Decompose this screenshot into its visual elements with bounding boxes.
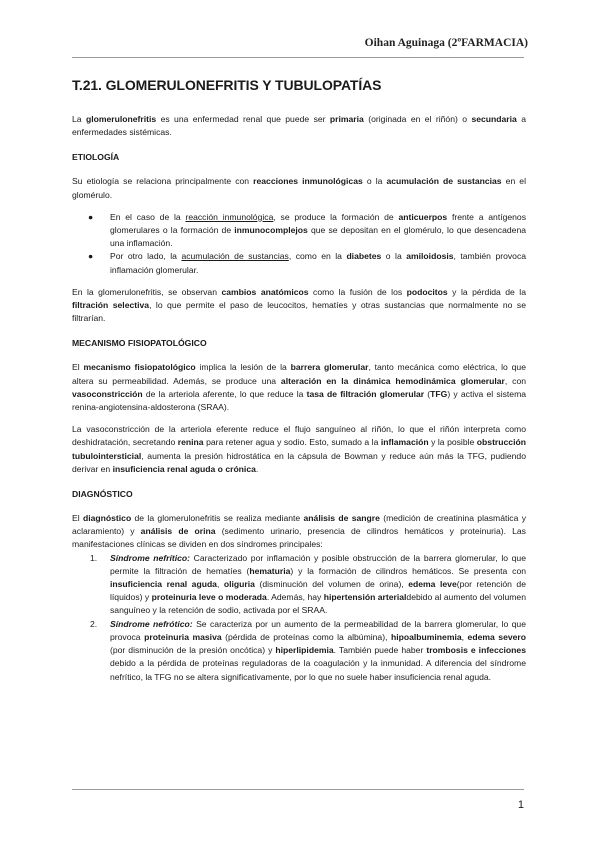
text-run: análisis de sangre <box>303 513 380 524</box>
intro-paragraph <box>72 113 526 139</box>
text-run: , lo que permite el paso de leucocitos, hematíes y otras sustancias que normalmente no se filtrarían. <box>72 300 526 324</box>
text-run: reacciones inmunológicas <box>253 176 363 187</box>
text-run: Por otro lado, la <box>110 251 182 262</box>
text-run: que se depositan en el glomérulo, lo que desencadena una inflamación. <box>110 225 527 249</box>
text-run: inflamación <box>380 437 429 448</box>
text-run: y la posible <box>428 437 477 448</box>
text-run: Caracterizado por inflamación y posible obstrucción de la barrera glomerular, lo que permite la filtración de hematíes ( <box>110 552 526 576</box>
bullet-icon: ● <box>88 211 94 222</box>
text-run: debido al aumento del volumen sanguíneo y la retención de sodio, activada por el SRAA. <box>110 592 526 616</box>
text-run: ) y la formación de cilindros hemáticos. Se presenta con <box>290 565 526 576</box>
text-run: debido a la pérdida de proteínas reguladoras de la coagulación y la inmunidad. A diferencia del síndrome nefrítico, la TFG no se altera significativamente, por lo que no suele haber insuficiencia renal aguda. <box>110 658 526 682</box>
text-run: alteración en la dinámica hemodinámica glomerular <box>280 375 505 386</box>
text-run: Se caracteriza por un aumento de la permeabilidad de la barrera glomerular, lo que provoca <box>110 618 526 642</box>
list-item-text <box>110 212 526 248</box>
header-rule <box>72 57 524 58</box>
text-run: mecanismo fisiopatológico <box>83 362 196 373</box>
text-run: hipertensión arterial <box>323 592 407 603</box>
list-number: 1. <box>90 552 98 563</box>
text-run: o la <box>381 251 407 262</box>
bullet-icon: ● <box>88 251 94 262</box>
text-run: , como en la <box>288 251 347 262</box>
page-number: 1 <box>517 799 524 811</box>
text-run: ) y activa el sistema renina-angiotensina-aldosterona (SRAA). <box>72 388 527 413</box>
list-item <box>90 618 526 684</box>
text-run: , también provoca inflamación glomerular. <box>110 251 527 275</box>
mecanismo-paragraph-2 <box>72 423 526 476</box>
text-run: . Además, hay <box>266 592 324 603</box>
text-run: frente a antígenos glomerulares o la formación de <box>110 211 527 236</box>
text-run: podocitos <box>406 286 448 297</box>
text-run: hiperlipidemia <box>275 645 334 656</box>
text-run: insuficiencia renal aguda o crónica <box>112 463 256 474</box>
text-run: El <box>72 513 83 524</box>
text-run: amiloidosis <box>406 251 454 262</box>
text-run: reacción inmunológica <box>185 211 274 222</box>
text-run: renina <box>177 437 204 448</box>
section-heading-mecanismo: MECANISMO FISIOPATOLÓGICO <box>72 338 207 349</box>
text-run: (por retención de líquidos) y <box>110 579 526 603</box>
text-run: es una enfermedad renal que puede ser <box>156 114 330 124</box>
text-run: edema severo <box>467 631 526 642</box>
text-run: , se produce la formación de <box>273 211 399 222</box>
text-run: trombosis e infecciones <box>426 645 526 656</box>
etiologia-bullet-list <box>72 211 526 277</box>
text-run: , <box>461 631 468 642</box>
list-item <box>88 211 527 251</box>
text-run: edema leve <box>408 579 457 590</box>
list-item-text <box>110 553 526 616</box>
text-run: oliguria <box>223 579 255 590</box>
text-run: (medición de creatinina plasmática y aclaramiento) y <box>72 513 526 537</box>
text-run: implica la lesión de la <box>195 362 291 373</box>
header-author: Oihan Aguinaga (2ºFARMACIA) <box>364 37 528 49</box>
text-run: En el caso de la <box>110 211 186 222</box>
text-run: en el glomérulo. <box>72 176 526 200</box>
text-run: acumulación de sustancias <box>181 251 289 262</box>
text-run: , <box>216 579 224 590</box>
text-run: TFG <box>430 388 448 399</box>
text-run: cambios anatómicos <box>221 286 309 297</box>
text-run: vasoconstricción <box>72 388 143 399</box>
text-run: , tanto mecánica como eléctrica, lo que altera su permeabilidad. Además, se produce una <box>72 362 526 386</box>
etiologia-paragraph-1 <box>72 175 526 201</box>
text-run: filtración selectiva <box>72 300 150 311</box>
text-run: . También puede haber <box>333 645 427 656</box>
text-run: primaria <box>329 114 364 124</box>
document-body <box>72 76 526 684</box>
text-run: y la pérdida de la <box>447 286 526 297</box>
text-run: , con <box>504 375 526 386</box>
text-run: La <box>72 114 86 124</box>
text-run: En la glomerulonefritis, se observan <box>72 286 222 297</box>
text-run: (sedimento urinario, presencia de cilindros hemáticos y proteinuria). Las manifestaciones clínicas se dividen en dos síndromes principales: <box>72 526 526 550</box>
text-run: (pérdida de proteínas como la albúmina), <box>221 631 391 642</box>
text-run: El <box>72 362 84 373</box>
text-run: de la arteriola aferente, lo que reduce la <box>142 388 307 399</box>
text-run: (originada en el riñón) o <box>363 114 472 124</box>
list-item-text <box>110 619 526 682</box>
list-item-text <box>110 251 526 274</box>
text-run: . <box>255 463 259 474</box>
text-run: , aumenta la presión hidrostática en la cápsula de Bowman y reduce aún más la TFG, pudiendo derivar en <box>72 450 526 474</box>
text-run: acumulación de sustancias <box>386 176 502 187</box>
list-item <box>88 250 527 276</box>
text-run: anticuerpos <box>398 211 448 222</box>
page-title: T.21. GLOMERULONEFRITIS Y TUBULOPATÍAS <box>72 77 382 93</box>
mecanismo-paragraph-1 <box>72 361 526 414</box>
text-run: Síndrome nefrítico: <box>110 552 191 563</box>
text-run: diagnóstico <box>82 513 132 524</box>
text-run: barrera glomerular <box>290 362 369 373</box>
text-run: hematuria <box>249 565 291 576</box>
diagnostico-paragraph-1 <box>72 512 526 552</box>
etiologia-paragraph-2 <box>72 286 526 326</box>
footer-rule <box>72 789 524 790</box>
text-run: de la glomerulonefritis se realiza mediante <box>131 513 304 524</box>
text-run: secundaria <box>471 114 517 124</box>
text-run: insuficiencia renal aguda <box>110 579 217 590</box>
text-run: Síndrome nefrótico: <box>110 618 193 629</box>
text-run: obstrucción tubulointersticial <box>72 437 526 461</box>
text-run: a enfermedades sistémicas. <box>72 114 527 138</box>
text-run: ( <box>424 388 431 399</box>
text-run: La vasoconstricción de la arteriola eferente reduce el flujo sanguíneo al riñón, lo que el riñón interpreta como deshidratación, secretando <box>72 424 526 448</box>
text-run: diabetes <box>346 251 382 262</box>
text-run: inmunocomplejos <box>234 225 308 236</box>
list-item <box>90 552 526 618</box>
text-run: (por disminución de la presión oncótica) y <box>110 645 276 656</box>
text-run: proteinuria masiva <box>144 631 222 642</box>
text-run: proteinuria leve o moderada <box>151 592 267 603</box>
text-run: (disminución del volumen de orina), <box>254 579 409 590</box>
text-run: hipoalbuminemia <box>390 631 462 642</box>
list-number: 2. <box>90 618 98 629</box>
section-heading-etiologia: ETIOLOGÍA <box>72 152 120 163</box>
text-run: análisis de orina <box>140 526 216 537</box>
text-run: como la fusión de los <box>308 286 407 297</box>
text-run: glomerulonefritis <box>85 114 157 124</box>
text-run: Su etiología se relaciona principalmente con <box>72 176 254 187</box>
section-heading-diagnostico: DIAGNÓSTICO <box>72 489 133 500</box>
text-run: o la <box>362 176 387 187</box>
text-run: para retener agua y sodio. Esto, sumado a la <box>203 437 381 448</box>
text-run: tasa de filtración glomerular <box>306 388 425 399</box>
diagnostico-numbered-list <box>72 552 526 684</box>
